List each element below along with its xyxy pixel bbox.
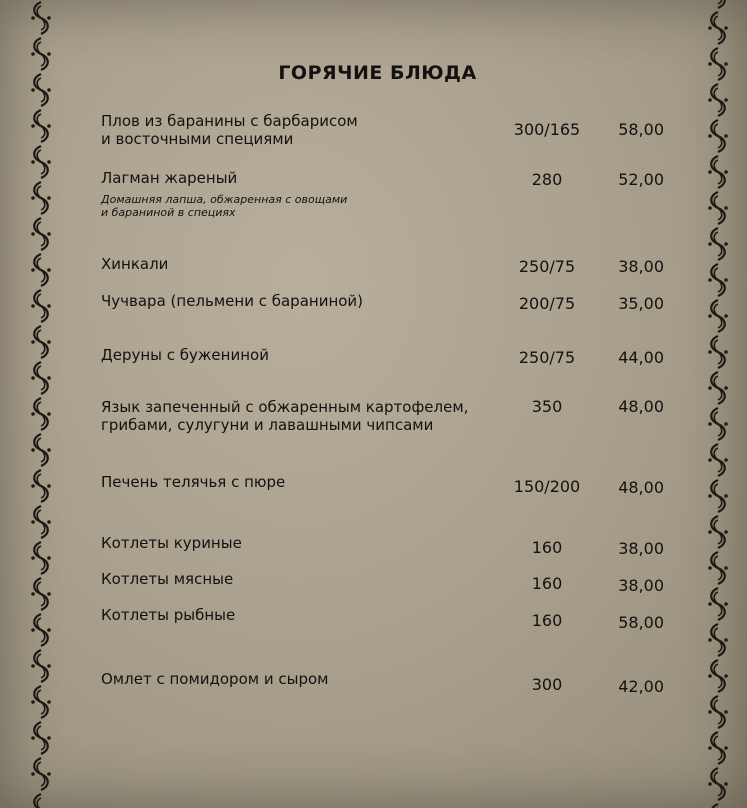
menu-item-name: Печень телячья с пюре	[101, 473, 286, 491]
menu-item-weight: 160	[531, 538, 563, 557]
menu-item-name: Омлет с помидором и сыром	[101, 670, 329, 688]
menu-item-weight: 160	[531, 574, 563, 593]
menu-item-name: Котлеты рыбные	[101, 606, 236, 624]
menu-item-name: Хинкали	[101, 255, 169, 273]
menu-item-price: 38,00	[618, 257, 664, 276]
menu-item-name: Деруны с бужениной	[101, 346, 269, 364]
menu-item-weight: 280	[531, 170, 563, 189]
menu-item-price: 38,00	[618, 539, 664, 558]
menu-item-price: 48,00	[618, 478, 664, 497]
menu-item-name: Лагман жареный	[101, 169, 238, 187]
menu-item-description: Домашняя лапша, обжаренная с овощами и бараниной в специях	[101, 193, 348, 219]
menu-item-price: 44,00	[618, 348, 664, 367]
menu-item-name: Язык запеченный с обжаренным картофелем, грибами, сулугуни и лавашными чипсами	[101, 398, 469, 434]
menu-item-name: Плов из баранины с барбарисом и восточными специями	[101, 112, 358, 148]
menu-item-weight: 250/75	[518, 257, 576, 276]
right-ornament-border	[705, 0, 731, 808]
menu-item-weight: 150/200	[513, 477, 581, 496]
menu-item-price: 38,00	[618, 576, 664, 595]
menu-section-title: ГОРЯЧИЕ БЛЮДА	[278, 62, 477, 84]
menu-item-weight: 160	[531, 611, 563, 630]
menu-item-price: 58,00	[618, 613, 664, 632]
menu-item-price: 42,00	[618, 677, 664, 696]
menu-item-price: 58,00	[618, 120, 664, 139]
menu-item-price: 52,00	[618, 170, 664, 189]
menu-item-weight: 300/165	[513, 120, 581, 139]
menu-item-name: Чучвара (пельмени с бараниной)	[101, 292, 364, 310]
menu-item-weight: 350	[531, 397, 563, 416]
menu-item-price: 48,00	[618, 397, 664, 416]
menu-item-name: Котлеты куриные	[101, 534, 242, 552]
left-ornament-border	[28, 0, 54, 808]
menu-item-weight: 200/75	[518, 294, 576, 313]
menu-item-price: 35,00	[618, 294, 664, 313]
menu-item-weight: 300	[531, 675, 563, 694]
menu-item-weight: 250/75	[518, 348, 576, 367]
menu-item-name: Котлеты мясные	[101, 570, 234, 588]
